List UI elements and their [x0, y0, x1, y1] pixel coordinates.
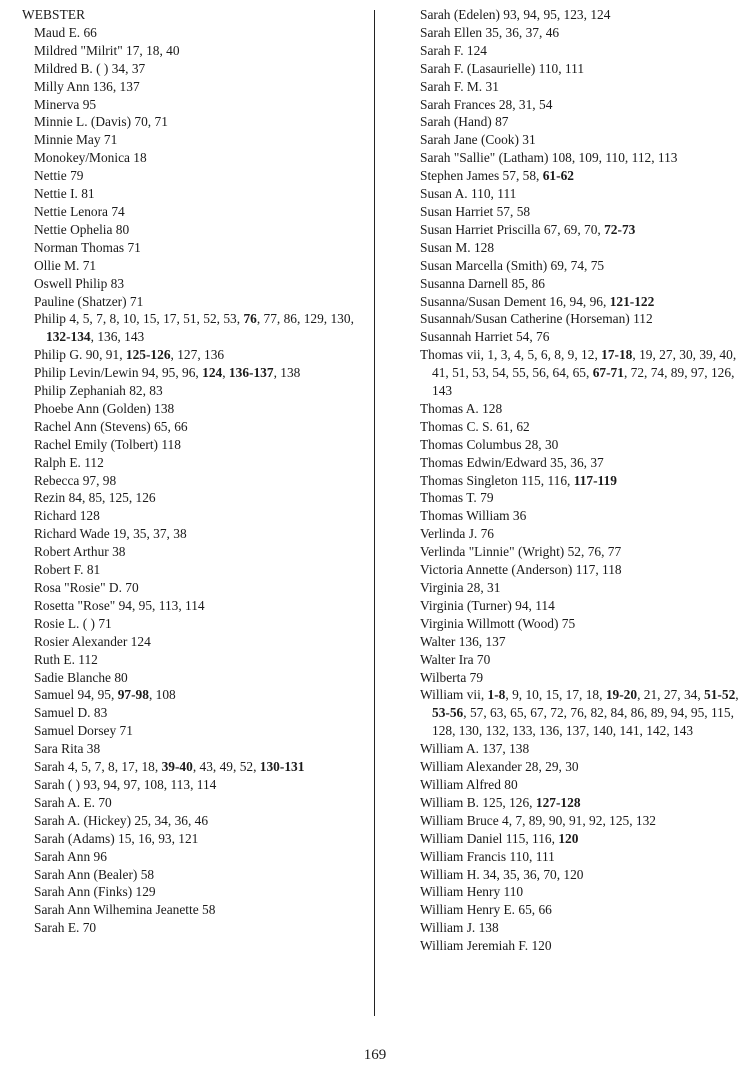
index-entry: William H. 34, 35, 36, 70, 120: [420, 866, 584, 882]
index-entry: Susannah/Susan Catherine (Horseman) 112: [420, 311, 653, 327]
index-entry: William J. 138: [420, 920, 499, 936]
index-entry: Sarah Ann 96: [34, 848, 107, 864]
index-entry: William A. 137, 138: [420, 741, 530, 757]
index-entry: Stephen James 57, 58, 61-62: [420, 168, 574, 184]
index-entry: Susan Harriet Priscilla 67, 69, 70, 72-73: [420, 221, 636, 237]
bold-page-ref: 76: [243, 311, 257, 327]
index-entry: Thomas C. S. 61, 62: [420, 418, 530, 434]
index-entry: Sarah F. 124: [420, 42, 487, 58]
bold-page-ref: 125-126: [125, 347, 171, 363]
index-entry: Pauline (Shatzer) 71: [34, 293, 144, 309]
index-entry: Rosie L. ( ) 71: [34, 615, 112, 631]
index-entry: Virginia 28, 31: [420, 580, 501, 595]
surname-heading: WEBSTER: [22, 7, 86, 22]
index-entry: Ollie M. 71: [34, 257, 97, 273]
index-entry: Sarah 4, 5, 7, 8, 17, 18, 39-40, 43, 49, 52, 130-131: [34, 759, 305, 775]
bold-page-ref: 1-8: [487, 687, 506, 703]
index-entry: Walter Ira 70: [420, 651, 491, 667]
index-entry: Ralph E. 112: [34, 454, 104, 470]
index-entry: Rachel Emily (Tolbert) 118: [34, 436, 181, 452]
index-entry: Milly Ann 136, 137: [34, 78, 140, 94]
index-entry: Thomas A. 128: [420, 400, 503, 416]
index-entry: Sarah Ellen 35, 36, 37, 46: [420, 24, 560, 40]
index-entry: Verlinda "Linnie" (Wright) 52, 76, 77: [420, 544, 622, 560]
index-entry: Rosa "Rosie" D. 70: [34, 580, 139, 595]
index-entry: William Daniel 115, 116, 120: [420, 830, 579, 846]
page-number: 169: [363, 1047, 387, 1063]
index-entry: Philip G. 90, 91, 125-126, 127, 136: [34, 347, 225, 363]
bold-page-ref: 61-62: [542, 168, 574, 184]
index-entry: Sarah (Hand) 87: [420, 114, 509, 130]
bold-page-ref: 51-52: [704, 687, 736, 703]
bold-page-ref: 130-131: [259, 759, 305, 775]
index-entry: Norman Thomas 71: [34, 239, 141, 255]
index-entry: Susan Harriet 57, 58: [420, 203, 531, 219]
bold-page-ref: 121-122: [609, 293, 655, 309]
bold-page-ref: 53-56: [432, 705, 464, 721]
index-entry: Thomas William 36: [420, 508, 527, 524]
index-entry: Richard Wade 19, 35, 37, 38: [34, 526, 187, 542]
index-entry: Thomas Singleton 115, 116, 117-119: [420, 472, 617, 488]
index-entry: Robert F. 81: [34, 562, 101, 578]
index-entry: Susanna Darnell 85, 86: [420, 275, 545, 291]
index-entry: Sarah A. (Hickey) 25, 34, 36, 46: [34, 812, 209, 828]
index-entry: Sarah (Adams) 15, 16, 93, 121: [34, 830, 199, 846]
bold-page-ref: 17-18: [601, 347, 633, 363]
index-entry: Sadie Blanche 80: [34, 669, 128, 685]
column-divider: [374, 10, 375, 1016]
index-entry: Sarah A. E. 70: [34, 794, 112, 810]
index-entry: Philip Zephaniah 82, 83: [34, 383, 163, 399]
index-entry: Thomas Columbus 28, 30: [420, 436, 559, 452]
index-entry: Rezin 84, 85, 125, 126: [34, 490, 156, 506]
index-entry: Virginia (Turner) 94, 114: [420, 597, 555, 613]
index-entry: Maud E. 66: [34, 24, 97, 40]
index-entry: Sarah (Edelen) 93, 94, 95, 123, 124: [420, 7, 611, 22]
index-entry: Rebecca 97, 98: [34, 472, 117, 488]
index-entry: Samuel D. 83: [34, 705, 108, 721]
index-entry: Rosetta "Rose" 94, 95, 113, 114: [34, 597, 205, 613]
index-entry: Sarah "Sallie" (Latham) 108, 109, 110, 112, 113: [420, 150, 678, 166]
index-entry: William Jeremiah F. 120: [420, 938, 552, 954]
index-entry: Nettie Ophelia 80: [34, 221, 130, 237]
index-entry: Sara Rita 38: [34, 741, 101, 757]
index-entry: William Francis 110, 111: [420, 848, 555, 864]
index-entry: Walter 136, 137: [420, 633, 506, 649]
index-entry: Philip Levin/Lewin 94, 95, 96, 124, 136-137, 138: [34, 365, 301, 381]
bold-page-ref: 97-98: [117, 687, 149, 703]
right-column: [408, 6, 748, 955]
index-entry: Robert Arthur 38: [34, 544, 126, 560]
index-entry: Virginia Willmott (Wood) 75: [420, 615, 576, 631]
index-entry: Sarah Ann (Finks) 129: [34, 884, 156, 900]
index-entry: Sarah E. 70: [34, 920, 97, 936]
index-entry: Richard 128: [34, 508, 100, 524]
index-entry: Susan A. 110, 111: [420, 186, 517, 202]
index-entry: Minnie L. (Davis) 70, 71: [34, 114, 168, 130]
index-entry: Sarah F. (Lasaurielle) 110, 111: [420, 60, 585, 76]
index-entry: Nettie Lenora 74: [34, 203, 125, 219]
bold-page-ref: 39-40: [161, 759, 193, 775]
left-column: [22, 6, 370, 937]
bold-page-ref: 124: [202, 365, 223, 381]
index-entry: Rosier Alexander 124: [34, 633, 151, 649]
index-entry: Sarah ( ) 93, 94, 97, 108, 113, 114: [34, 776, 217, 792]
index-entry: Nettie I. 81: [34, 186, 95, 202]
bold-page-ref: 120: [558, 830, 579, 846]
index-entry: Thomas vii, 1, 3, 4, 5, 6, 8, 9, 12, 17-18, 19, 27, 30, 39, 40, 41, 51, 53, 54, 55, 56, 64, 65, 67-71, 72, 74, 89, 97, 126, 143: [420, 347, 737, 399]
index-entry: Sarah Ann (Bealer) 58: [34, 866, 155, 882]
index-entry: Thomas Edwin/Edward 35, 36, 37: [420, 454, 604, 470]
index-entry: Wilberta 79: [420, 669, 484, 685]
index-entry: Ruth E. 112: [34, 651, 98, 667]
index-entry: William B. 125, 126, 127-128: [420, 794, 581, 810]
index-entry: Rachel Ann (Stevens) 65, 66: [34, 418, 188, 434]
left-entry-list: [22, 24, 370, 937]
index-entry: Phoebe Ann (Golden) 138: [34, 400, 175, 416]
index-entry: Sarah Ann Wilhemina Jeanette 58: [34, 902, 216, 918]
index-entry: Philip 4, 5, 7, 8, 10, 15, 17, 51, 52, 53, 76, 77, 86, 129, 130, 132-134, 136, 143: [34, 311, 354, 345]
index-entry: Susan M. 128: [420, 239, 495, 255]
bold-page-ref: 67-71: [592, 365, 624, 381]
bold-page-ref: 132-134: [46, 329, 91, 345]
bold-page-ref: 117-119: [573, 472, 617, 488]
index-entry: William vii, 1-8, 9, 10, 15, 17, 18, 19-20, 21, 27, 34, 51-52, 53-56, 57, 63, 65, 67, 72, 76, 82, 84, 86, 89, 94, 95, 115, 128, 130, 132, 133, 136, 137, 140, 141, 142, 143: [420, 687, 739, 739]
bold-page-ref: 127-128: [535, 794, 581, 810]
bold-page-ref: 72-73: [604, 221, 636, 237]
index-entry: William Henry 110: [420, 884, 524, 900]
index-entry: Monokey/Monica 18: [34, 150, 147, 166]
index-entry: Sarah Jane (Cook) 31: [420, 132, 536, 148]
index-entry: Mildred B. ( ) 34, 37: [34, 60, 146, 76]
index-entry: Susan Marcella (Smith) 69, 74, 75: [420, 257, 605, 273]
bold-page-ref: 136-137: [228, 365, 274, 381]
index-entry: Minnie May 71: [34, 132, 118, 148]
index-entry: Minerva 95: [34, 96, 97, 112]
index-entry: Susannah Harriet 54, 76: [420, 329, 550, 345]
index-entry: William Henry E. 65, 66: [420, 902, 552, 918]
index-entry: Sarah Frances 28, 31, 54: [420, 96, 553, 112]
index-entry: Susanna/Susan Dement 16, 94, 96, 121-122: [420, 293, 655, 309]
index-entry: Thomas T. 79: [420, 490, 494, 506]
index-entry: Victoria Annette (Anderson) 117, 118: [420, 562, 622, 578]
index-entry: Verlinda J. 76: [420, 526, 495, 542]
index-entry: Oswell Philip 83: [34, 275, 125, 291]
index-entry: Sarah F. M. 31: [420, 78, 499, 94]
bold-page-ref: 19-20: [605, 687, 638, 703]
right-entry-list: [408, 6, 748, 955]
index-entry: William Alexander 28, 29, 30: [420, 759, 579, 775]
index-entry: Samuel 94, 95, 97-98, 108: [34, 687, 176, 703]
index-entry: William Bruce 4, 7, 89, 90, 91, 92, 125, 132: [420, 812, 657, 828]
index-entry: Samuel Dorsey 71: [34, 723, 133, 739]
index-entry: William Alfred 80: [420, 776, 518, 792]
index-entry: Nettie 79: [34, 168, 84, 184]
index-entry: Mildred "Milrit" 17, 18, 40: [34, 42, 180, 58]
